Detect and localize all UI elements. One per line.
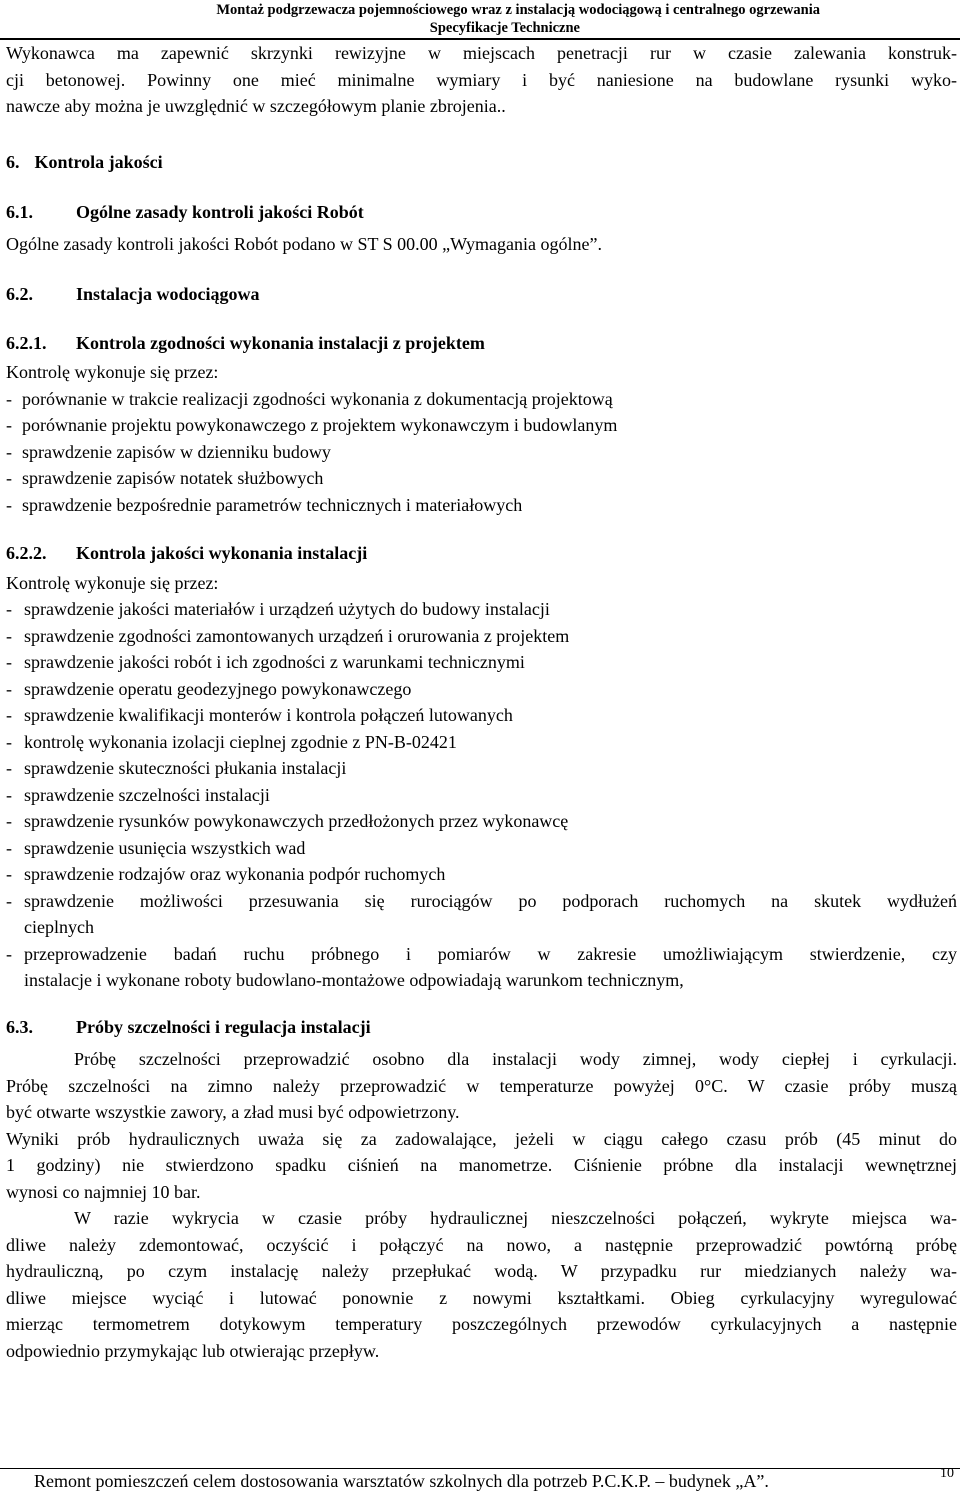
- list-item: - sprawdzenie skuteczności płukania instalacji: [6, 755, 957, 782]
- list-item: - sprawdzenie rodzajów oraz wykonania podpór ruchomych: [6, 861, 957, 888]
- section-6-3-paragraph-1: [6, 1046, 957, 1126]
- paragraph-line: W razie wykrycia w czasie próby hydraulicznej nieszczelności połączeń, wykryte miejsca wa-: [74, 1208, 957, 1228]
- paragraph-line: mierząc termometrem dotykowym temperatury poszczególnych przewodów cyrkulacyjnych a następnie: [6, 1314, 957, 1334]
- paragraph-line: dliwe miejsce wyciąć i lutować ponownie z nowymi kształtkami. Obieg cyrkulacyjny wyregulować: [6, 1287, 957, 1308]
- footer-rule: [0, 1468, 960, 1469]
- list-item: [6, 888, 957, 941]
- section-title: Kontrola jakości: [34, 151, 163, 172]
- section-title: Kontrola zgodności wykonania instalacji z projektem: [76, 332, 485, 353]
- page-number: 10: [940, 1466, 954, 1481]
- intro-line: nawcze aby można je uwzględnić w szczegółowym planie zbrojenia..: [6, 96, 506, 116]
- intro-paragraph: [6, 40, 957, 120]
- header-subtitle: Specyfikacje Techniczne: [429, 20, 580, 36]
- section-6-2-heading: [6, 281, 957, 308]
- section-6-3-paragraph-2: [6, 1126, 957, 1206]
- section-6-2-2-list: [6, 596, 957, 994]
- list-item-line: instalacje i wykonane roboty budowlano-montażowe odpowiadają warunkom technicznym,: [24, 970, 684, 990]
- section-number: 6.2.1.: [6, 332, 47, 353]
- list-item: - sprawdzenie jakości materiałów i urządzeń użytych do budowy instalacji: [6, 596, 957, 623]
- list-item-line: cieplnych: [24, 917, 94, 937]
- section-6-2-1-heading: [6, 330, 957, 357]
- section-6-2-2-lead: Kontrolę wykonuje się przez:: [6, 572, 219, 593]
- list-item: - sprawdzenie operatu geodezyjnego powykonawczego: [6, 676, 957, 703]
- section-6-2-1-lead: Kontrolę wykonuje się przez:: [6, 362, 219, 382]
- section-6-3-heading: [6, 1014, 957, 1041]
- list-item: - sprawdzenie usunięcia wszystkich wad: [6, 835, 957, 862]
- paragraph-line: hydrauliczną, po czym instalację należy przepłukać wodą. W przypadku rur miedzianych należy wa-: [6, 1261, 957, 1281]
- list-item: - sprawdzenie kwalifikacji monterów i kontrola połączeń lutowanych: [6, 702, 957, 729]
- paragraph-line: 1 godziny) nie stwierdzono spadku ciśnień na manometrze. Ciśnienie próbne dla instalacji wewnętrznej: [6, 1155, 957, 1175]
- section-title: Instalacja wodociągowa: [76, 284, 260, 304]
- list-item-line: - sprawdzenie możliwości przesuwania się rurociągów po podporach ruchomych na skutek wydłużeń: [24, 890, 957, 911]
- intro-line: cji betonowej. Powinny one mieć minimalne wymiary i być naniesione na budowlane rysunki wyko-: [6, 69, 957, 90]
- section-6-3-paragraph-3: [6, 1205, 957, 1364]
- paragraph-line: być otwarte wszystkie zawory, a zład musi być odpowietrzony.: [6, 1102, 460, 1122]
- list-item: - sprawdzenie zapisów w dzienniku budowy: [6, 439, 957, 466]
- section-number: 6.2.2.: [6, 543, 47, 563]
- section-number: 6.: [6, 151, 20, 172]
- section-6-1-text: Ogólne zasady kontroli jakości Robót podano w ST S 00.00 „Wymagania ogólne”.: [6, 233, 602, 254]
- list-item: - sprawdzenie szczelności instalacji: [6, 782, 957, 809]
- section-number: 6.1.: [6, 202, 33, 222]
- section-number: 6.3.: [6, 1016, 33, 1037]
- section-6-2-2-heading: [6, 540, 957, 567]
- header-title: Montaż podgrzewacza pojemnościowego wraz z instalacją wodociągową i centralnego ogrzewania: [216, 2, 820, 18]
- paragraph-line: Próbę szczelności przeprowadzić osobno dla instalacji wody zimnej, wody ciepłej i cyrkulacji.: [74, 1049, 957, 1069]
- paragraph-line: dliwe należy zdemontować, oczyścić i połączyć na nowo, a następnie przeprowadzić powtórną próbę: [6, 1234, 957, 1255]
- list-item: - sprawdzenie bezpośrednie parametrów technicznych i materiałowych: [6, 492, 957, 519]
- paragraph-line: Wyniki prób hydraulicznych uważa się za zadowalające, jeżeli w ciągu całego czasu prób (45 minut do: [6, 1128, 957, 1149]
- section-title: Ogólne zasady kontroli jakości Robót: [76, 202, 364, 222]
- paragraph-line: wynosi co najmniej 10 bar.: [6, 1181, 201, 1202]
- list-item: - porównanie projektu powykonawczego z projektem wykonawczym i budowlanym: [6, 412, 957, 439]
- section-6-2-1-list: [6, 386, 957, 519]
- list-item: - sprawdzenie jakości robót i ich zgodności z warunkami technicznymi: [6, 649, 957, 676]
- list-item: - porównanie w trakcie realizacji zgodności wykonania z dokumentacją projektową: [6, 386, 957, 413]
- page-content: [6, 40, 957, 1364]
- footer-text: Remont pomieszczeń celem dostosowania warsztatów szkolnych dla potrzeb P.C.K.P. – budynek „A”.: [34, 1471, 769, 1491]
- list-item: [6, 941, 957, 994]
- list-item: - sprawdzenie rysunków powykonawczych przedłożonych przez wykonawcę: [6, 808, 957, 835]
- section-number: 6.2.: [6, 284, 33, 304]
- paragraph-line: Próbę szczelności na zimno należy przeprowadzić w temperaturze powyżej 0°C. W czasie próby muszą: [6, 1075, 957, 1096]
- section-6-heading: [6, 149, 957, 176]
- list-item: - sprawdzenie zgodności zamontowanych urządzeń i orurowania z projektem: [6, 623, 957, 650]
- section-title: Kontrola jakości wykonania instalacji: [76, 543, 368, 563]
- list-item: - sprawdzenie zapisów notatek służbowych: [6, 465, 957, 492]
- intro-line: Wykonawca ma zapewnić skrzynki rewizyjne w miejscach penetracji rur w czasie zalewania konstruk-: [6, 43, 957, 63]
- section-title: Próby szczelności i regulacja instalacji: [76, 1016, 371, 1037]
- list-item: - kontrolę wykonania izolacji cieplnej zgodnie z PN-B-02421: [6, 729, 957, 756]
- section-6-1-heading: [6, 199, 957, 226]
- list-item-line: - przeprowadzenie badań ruchu próbnego i pomiarów w zakresie umożliwiającym stwierdzenie, czy: [24, 943, 957, 964]
- paragraph-line: odpowiednio przymykając lub otwierając przepływ.: [6, 1340, 380, 1361]
- page-footer: [0, 1462, 960, 1497]
- page-header: [0, 0, 960, 40]
